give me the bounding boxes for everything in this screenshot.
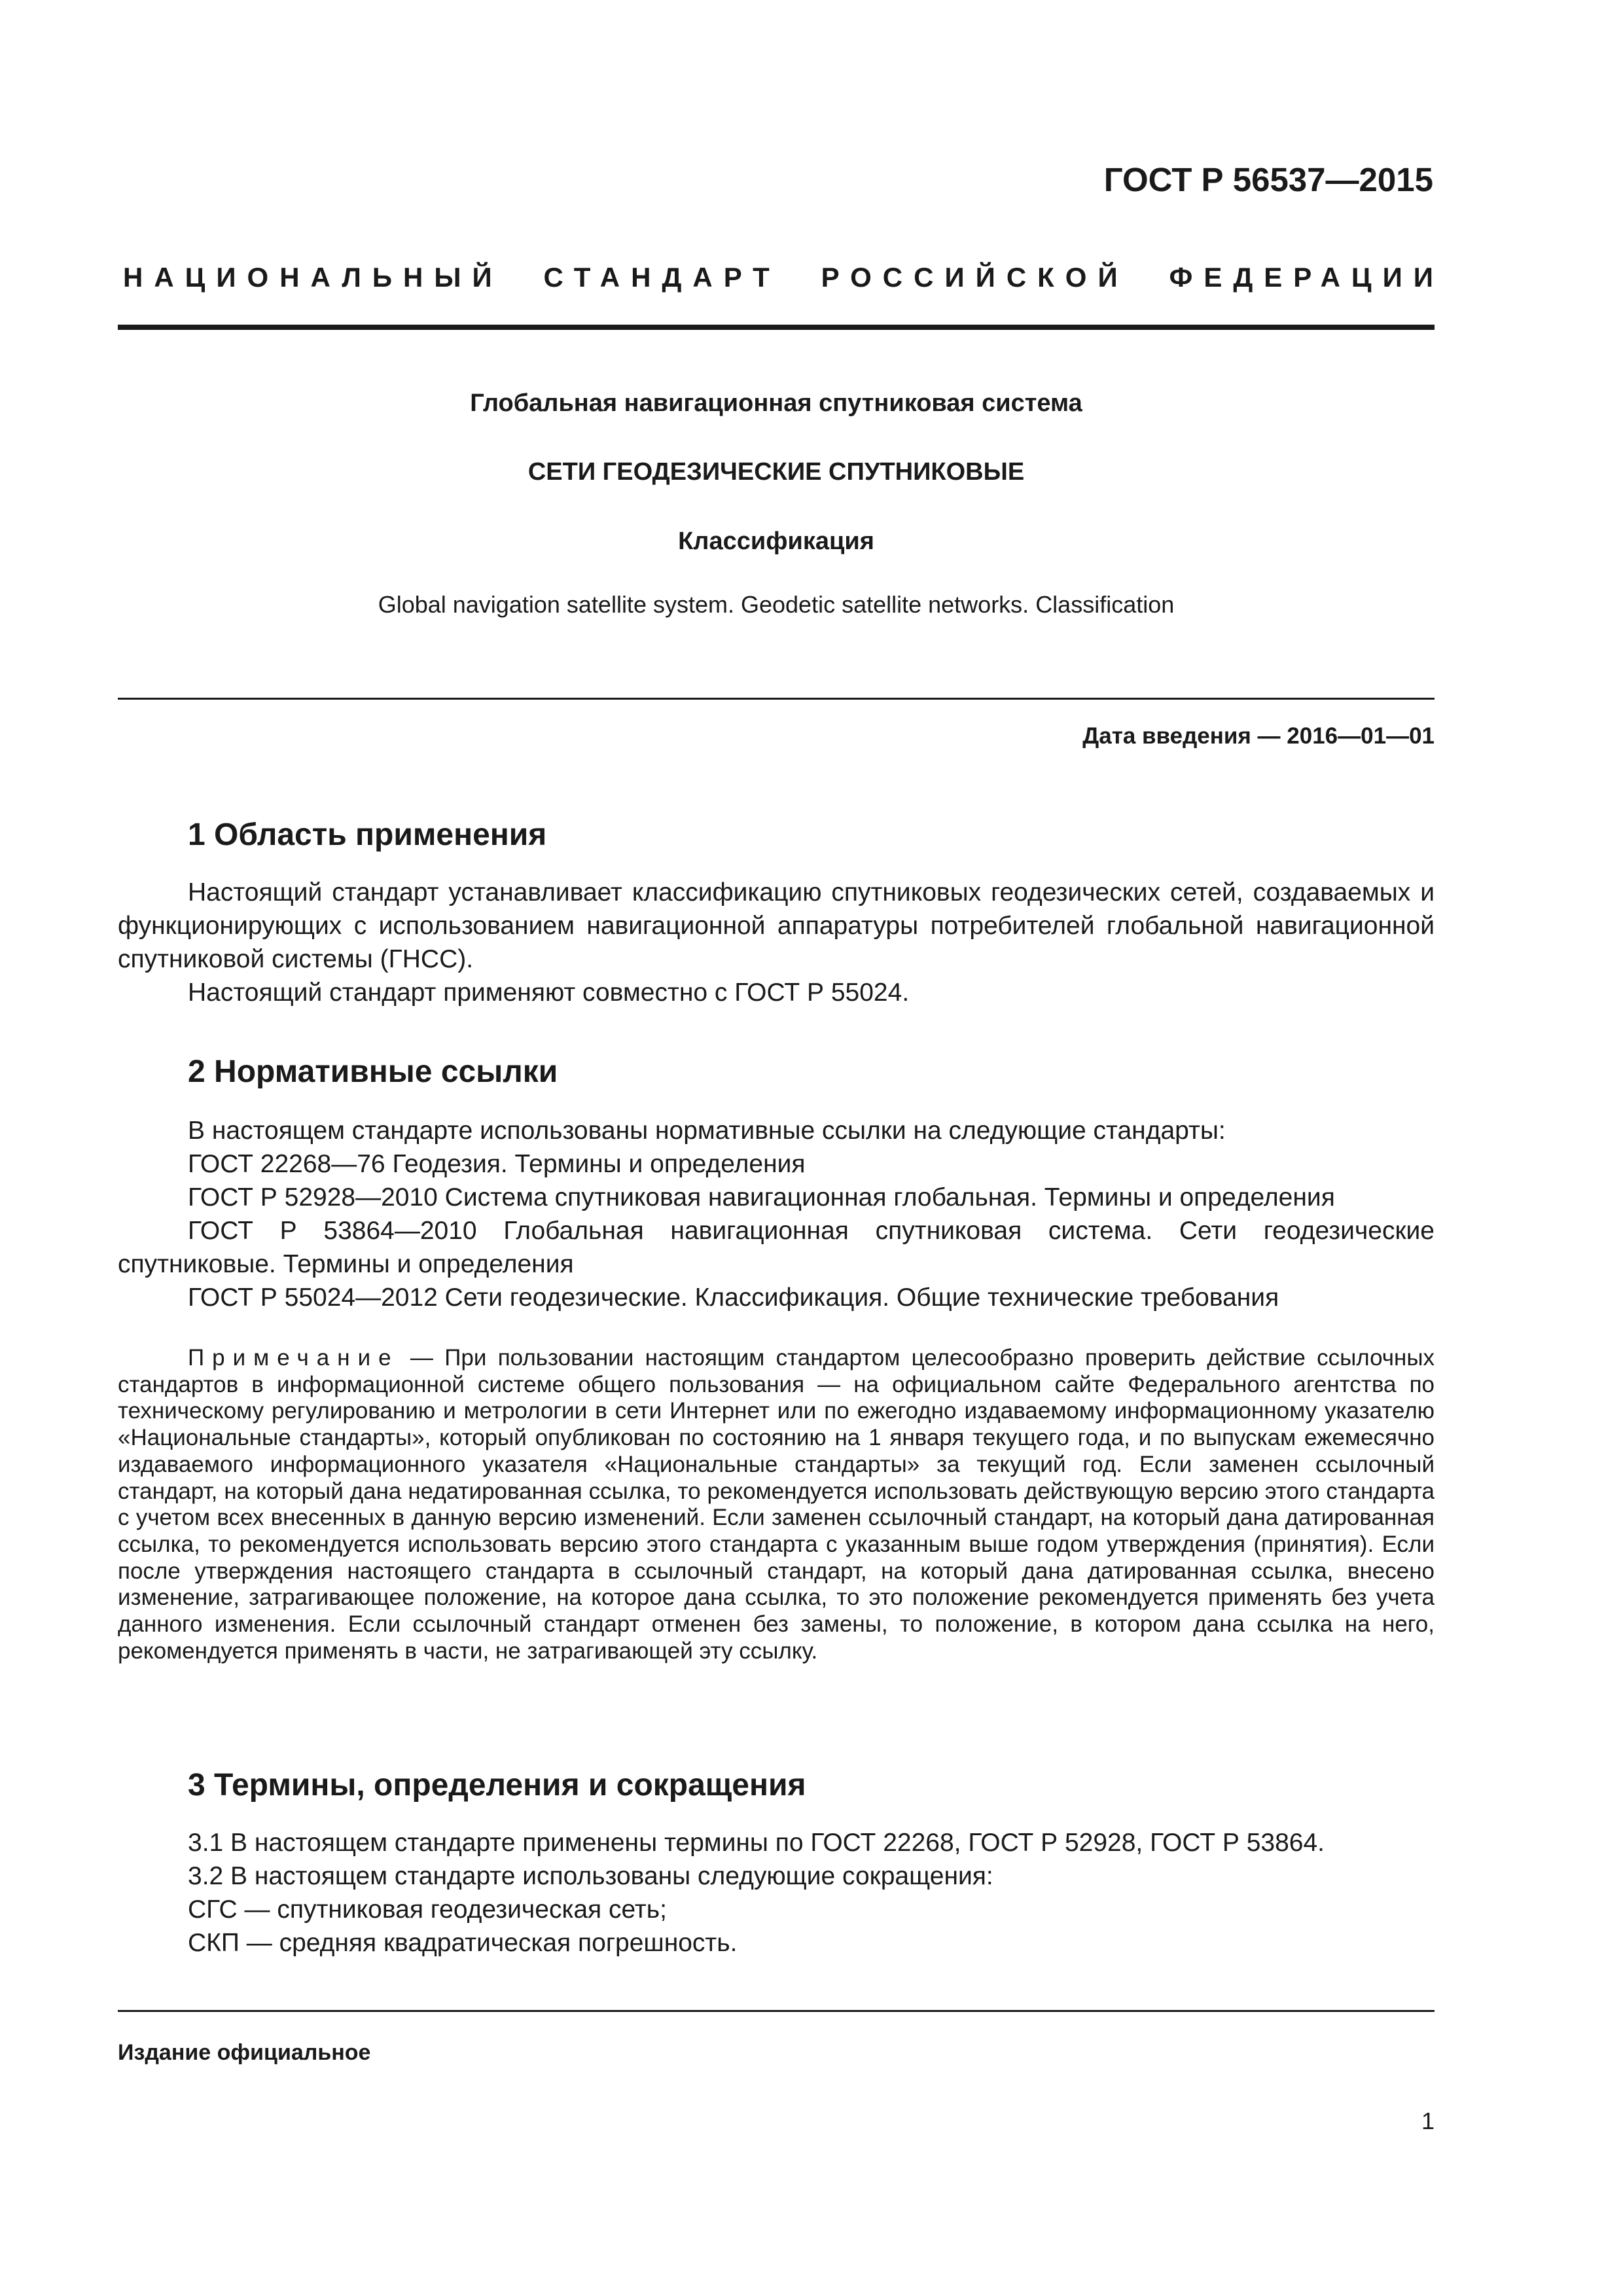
note-text: — При пользовании настоящим стандартом целесообразно проверить действие ссылочных стандартов в информационной системе общего пользования — на официальном сайте Федерального агентства по техническому регулированию и метрологии в сети Интернет или по ежегодно издаваемому информационному указателю «Национальные стандарты», который опубликован по состоянию на 1 января текущего года, и по выпускам ежемесячно издаваемого информационного указателя «Национальные стандарты» за текущий год. Если заменен ссылочный стандарт, на который дана недатированная ссылка, то рекомендуется использовать действующую версию этого стандарта с учетом всех внесенных в данную версию изменений. Если заменен ссылочный стандарт, на который дана датированная ссылка, то рекомендуется использовать версию этого стандарта с указанным выше годом утверждения (принятия). Если после утверждения настоящего стандарта в ссылочный стандарт, на который дана датированная ссылка, внесено изменение, затрагивающее положение, на которое дана ссылка, то это положение рекомендуется применять без учета данного изменения. Если ссылочный стандарт отменен без замены, то положение, в котором дана ссылка на него, рекомендуется применять в части, не затрагивающей эту ссылку. <box>118 1345 1435 1664</box>
introduction-date: Дата введения — 2016—01—01 <box>1082 723 1435 749</box>
title-line-2: СЕТИ ГЕОДЕЗИЧЕСКИЕ СПУТНИКОВЫЕ <box>527 458 1025 486</box>
banner-word: РОССИЙСКОЙ <box>821 262 1129 293</box>
header-divider <box>118 325 1435 330</box>
gost-code: ГОСТ Р 56537—2015 <box>1103 161 1433 198</box>
banner-word: ФЕДЕРАЦИИ <box>1169 262 1444 293</box>
section-body <box>118 1826 1435 1960</box>
title-line-3: Классификация <box>678 528 874 555</box>
paragraph: Настоящий стандарт устанавливает классификацию спутниковых геодезических сетей, создаваемых и функционирующих с использованием навигационной аппаратуры потребителей глобальной навигационной спутниковой системы (ГНСС). <box>118 878 1435 973</box>
national-standard-banner <box>123 262 1444 293</box>
title-divider <box>118 698 1435 700</box>
paragraph: ГОСТ Р 53864—2010 Глобальная навигационная спутниковая система. Сети геодезические спутниковые. Термины и определения <box>118 1217 1435 1278</box>
reference-note <box>118 1345 1435 1664</box>
banner-word: СТАНДАРТ <box>543 262 781 293</box>
banner-word: НАЦИОНАЛЬНЫЙ <box>123 262 503 293</box>
section-heading: 2 Нормативные ссылки <box>188 1054 558 1089</box>
title-line-1: Глобальная навигационная спутниковая система <box>470 389 1082 417</box>
note-paragraph <box>118 1345 1435 1664</box>
section-heading: 1 Область применения <box>188 817 547 852</box>
paragraph: Настоящий стандарт применяют совместно с ГОСТ Р 55024. <box>188 978 910 1007</box>
edition-label: Издание официальное <box>118 2040 371 2065</box>
section-body <box>118 1114 1435 1314</box>
paragraph: СГС — спутниковая геодезическая сеть; <box>188 1895 667 1924</box>
paragraph: 3.1 В настоящем стандарте применены термины по ГОСТ 22268, ГОСТ Р 52928, ГОСТ Р 53864. <box>188 1829 1325 1857</box>
page-number: 1 <box>1421 2108 1435 2134</box>
footer-divider <box>118 2010 1435 2012</box>
note-label: Примечание <box>188 1345 399 1371</box>
paragraph: ГОСТ Р 52928—2010 Система спутниковая навигационная глобальная. Термины и определения <box>188 1183 1335 1211</box>
paragraph: ГОСТ 22268—76 Геодезия. Термины и определения <box>188 1150 806 1178</box>
section-heading: 3 Термины, определения и сокращения <box>188 1768 806 1803</box>
paragraph: ГОСТ Р 55024—2012 Сети геодезические. Классификация. Общие технические требования <box>188 1283 1279 1312</box>
paragraph: В настоящем стандарте использованы нормативные ссылки на следующие стандарты: <box>188 1117 1226 1145</box>
title-english: Global navigation satellite system. Geodetic satellite networks. Classification <box>378 591 1175 618</box>
paragraph: 3.2 В настоящем стандарте использованы следующие сокращения: <box>188 1862 993 1890</box>
section-body <box>118 876 1435 1009</box>
paragraph: СКП — средняя квадратическая погрешность. <box>188 1929 738 1957</box>
